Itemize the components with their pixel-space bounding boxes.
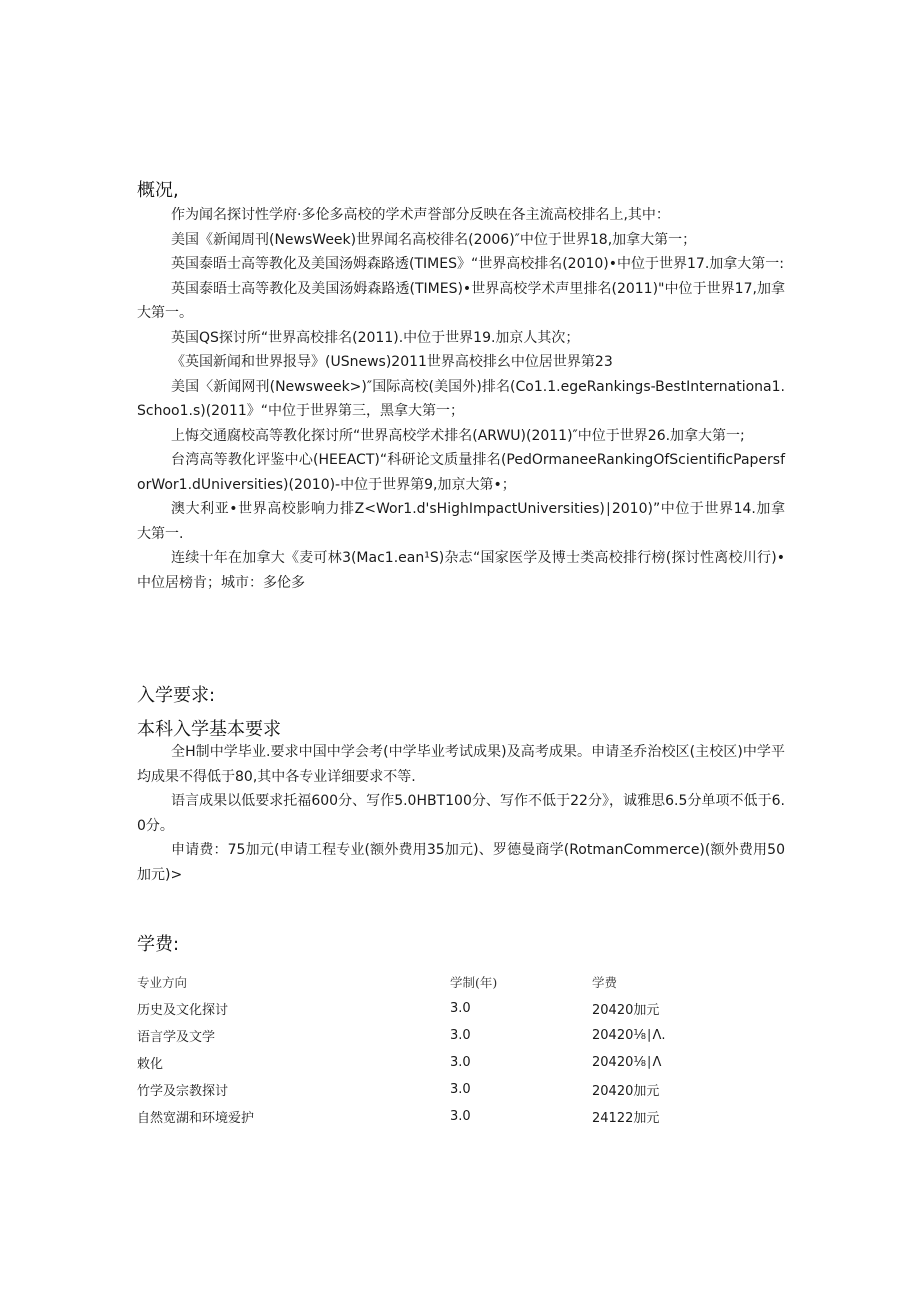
cell-fee: 20420加元 <box>592 1084 660 1099</box>
overview-paragraph: 澳大利亚•世界高校影响力排Z<Wor1.d'sHighImpactUniversities)∣2010)”中位于世界14.加拿大第一. <box>137 501 785 542</box>
admission-paragraph: 申请费：75加元(申请工程专业(额外费用35加元)、罗德曼商学(RotmanCommerce)(额外费用50加元)> <box>137 842 785 883</box>
admission-paragraph: 语言成果以低要求托福600分、写作5.0HBT100分、写作不低于22分》，诚雅思6.5分单项不低于6.0分。 <box>137 793 785 834</box>
cell-years: 3.0 <box>450 1109 471 1124</box>
table-row <box>137 995 787 1022</box>
admission-body <box>137 740 785 887</box>
overview-paragraph: 英国泰晤士高等教化及美国汤姆森路透(TIMES)•世界高校学术声里排名(2011)"中位于世界17,加拿大第一。 <box>137 280 785 321</box>
table-row <box>137 1076 787 1103</box>
tuition-table <box>137 968 787 1130</box>
cell-major: 竹学及宗教探讨 <box>137 1084 229 1099</box>
tuition-heading: 学费: <box>137 934 180 955</box>
cell-years: 3.0 <box>450 1001 471 1016</box>
table-row <box>137 1022 787 1049</box>
overview-paragraph: 《英国新闻和世界报导》(USnews)2011世界高校排幺中位居世界第23 <box>171 354 613 370</box>
overview-paragraph: 英国泰晤士高等教化及美国汤姆森路透(TIMES》“世界高校排名(2010)•中位于世界17.加拿大第一: <box>171 256 784 272</box>
cell-years: 3.0 <box>450 1082 471 1097</box>
table-header-row <box>137 968 787 995</box>
overview-paragraph: 上悔交通腐校高等教化探讨所“世界高校学术排名(ARWU)(2011)″中位于世界26.加拿大第一; <box>171 427 745 444</box>
table-row <box>137 1049 787 1076</box>
overview-paragraph: 连续十年在加拿大《麦可林3(Mac1.ean¹S)杂志“国家医学及博士类高校排行榜(探讨性离校川行)•中位居榜肯；城市：多伦多 <box>137 550 785 591</box>
admission-paragraph: 全H制中学毕业.要求中国中学会考(中学毕业考试成果)及高考成果。申请圣乔治校区(主校区)中学平均成果不得低于80,其中各专业详细要求不等. <box>137 744 785 785</box>
cell-fee: 24122加元 <box>592 1111 660 1126</box>
cell-fee: 20420加元 <box>592 1003 660 1018</box>
overview-paragraph: 英国QS探讨所“世界高校排名(2011).中位于世界19.加京人其次； <box>171 329 580 346</box>
cell-major: 敕化 <box>137 1057 164 1072</box>
cell-years: 3.0 <box>450 1055 471 1070</box>
table-row <box>137 1103 787 1130</box>
cell-fee: 20420⅛∣Λ <box>592 1055 662 1070</box>
cell-years: 3.0 <box>450 1028 471 1043</box>
overview-paragraph: 美国〈新闻网刊(Newsweek>)″国际高校(美国外)排名(Co1.1.egeRankings-BestInternationa1.Schoo1.s)(2011》“中位于世界第三，黑拿大第一； <box>137 378 785 419</box>
cell-fee: 20420⅛∣Λ. <box>592 1028 666 1043</box>
column-header-major: 专业方向 <box>137 974 188 990</box>
overview-paragraph: 作为闻名探讨性学府·多伦多高校的学术声誉部分反映在各主流高校排名上,其中： <box>171 207 670 223</box>
column-header-years: 学制(年) <box>450 974 498 990</box>
cell-major: 自然宽湖和环境爱护 <box>137 1111 255 1126</box>
overview-paragraph: 美国《新闻周刊(NewsWeek)世界闻名高校徘名(2006)″中位于世界18,加拿大第一； <box>171 231 697 248</box>
cell-major: 语言学及文学 <box>137 1030 216 1045</box>
overview-heading: 概况, <box>137 180 179 201</box>
overview-body <box>137 203 785 595</box>
cell-major: 历史及文化探讨 <box>137 1003 229 1018</box>
admission-subheading: 本科入学基本要求 <box>137 719 281 740</box>
admission-heading: 入学要求: <box>137 685 216 706</box>
overview-paragraph: 台湾高等教化评鉴中心(HEEACT)“科研论文质量排名(PedOrmaneeRankingOfScientificPapersforWor1.dUniversities)(2010)-中位于世界第9,加京大第•； <box>137 452 785 493</box>
column-header-fee: 学费 <box>592 974 618 990</box>
